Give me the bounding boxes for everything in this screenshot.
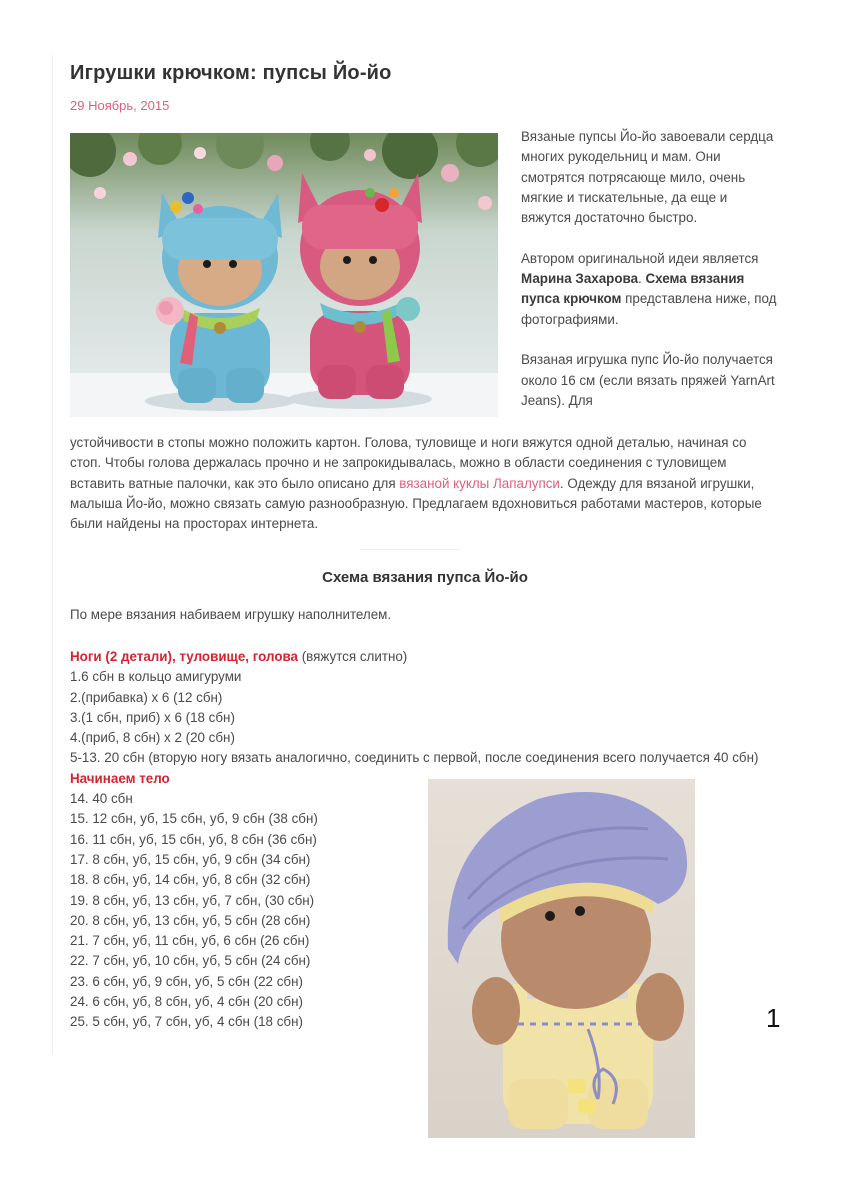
pattern-row: 3.(1 сбн, приб) х 6 (18 сбн) [70, 709, 235, 725]
article-title: Игрушки крючком: пупсы Йо-йо [70, 62, 392, 84]
pattern-row: 18. 8 сбн, уб, 14 сбн, уб, 8 сбн (32 сбн) [70, 872, 311, 888]
pattern-row: 21. 7 сбн, уб, 11 сбн, уб, 6 сбн (26 сбн) [70, 933, 310, 949]
pattern-row: 2.(прибавка) х 6 (12 сбн) [70, 689, 223, 705]
stuffing-note: По мере вязания набиваем игрушку наполнителем. [70, 607, 392, 622]
pattern-row: 19. 8 сбн, уб, 13 сбн, уб, 7 сбн, (30 сбн) [70, 892, 315, 908]
article-date: 29 Ноябрь, 2015 [70, 98, 170, 113]
photo-two-knitted-dolls [70, 133, 498, 417]
pattern-row: 16. 11 сбн, уб, 15 сбн, уб, 8 сбн (36 сбн) [70, 831, 317, 847]
legs-heading: Ноги (2 детали), туловище, голова [70, 649, 298, 664]
intro-paragraph-3: Вязаная игрушка пупс Йо-йо получается около 16 см (если вязать пряжей YarnArt Jeans). Для [521, 352, 775, 408]
author-name: Марина Захарова [521, 271, 639, 287]
pattern-row: 1.6 сбн в кольцо амигуруми [70, 669, 242, 685]
intro-text [521, 127, 779, 411]
photo-doll-with-beret [428, 779, 695, 1138]
lalalupsi-link[interactable]: вязаной куклы Лапалупси [399, 475, 560, 491]
left-divider [52, 55, 53, 1055]
body-heading: Начинаем тело [70, 770, 170, 786]
pattern-row: 4.(приб, 8 сбн) х 2 (20 сбн) [70, 730, 235, 746]
continued-paragraph: устойчивости в стопы можно положить картон. Голова, туловище и ноги вяжутся одной деталью, начиная со стоп. Чтобы голова держалась прочно и не запрокидывалась, можно в области соединения с туловищем вставить ватные палочки, как это было описано для вязаной куклы Лапалупси. Одежду для вязаной игрушки, малыша Йо-йо, можно связать самую разнообразную. Предлагаем вдохновиться работами мастеров, которые были найдены на просторах интернета. [70, 435, 762, 532]
pattern-row: 22. 7 сбн, уб, 10 сбн, уб, 5 сбн (24 сбн) [70, 953, 311, 969]
section-divider [360, 549, 460, 550]
legs-heading-line [70, 647, 782, 667]
legs-note: (вяжутся слитно) [298, 649, 408, 664]
intro-paragraph-1: Вязаные пупсы Йо-йо завоевали сердца многих рукодельниц и мам. Они смотрятся потрясающе мило, очень мягкие и тискательные, да еще и вяжутся достаточно быстро. [521, 129, 774, 226]
pattern-row: 20. 8 сбн, уб, 13 сбн, уб, 5 сбн (28 сбн) [70, 912, 311, 928]
pattern-row: 15. 12 сбн, уб, 15 сбн, уб, 9 сбн (38 сбн) [70, 811, 318, 827]
pattern-row: 25. 5 сбн, уб, 7 сбн, уб, 4 сбн (18 сбн) [70, 1014, 303, 1030]
pattern-row: 5-13. 20 сбн (вторую ногу вязать аналогично, соединить с первой, после соединения всего получается 40 сбн) [70, 750, 759, 766]
page-number: 1 [766, 1003, 781, 1033]
scheme-bold-text: Схема вязания пупса крючком [521, 271, 745, 307]
pattern-row: 23. 6 сбн, уб, 9 сбн, уб, 5 сбн (22 сбн) [70, 973, 303, 989]
scheme-heading: Схема вязания пупса Йо-йо [322, 569, 528, 586]
intro-paragraph-2: Автором оригинальной идеи является Марина Захарова. Схема вязания пупса крючком представлена ниже, под фотографиями. [521, 250, 777, 327]
pattern-row: 17. 8 сбн, уб, 15 сбн, уб, 9 сбн (34 сбн) [70, 851, 311, 867]
pattern-row: 14. 40 сбн [70, 791, 133, 807]
pattern-row: 24. 6 сбн, уб, 8 сбн, уб, 4 сбн (20 сбн) [70, 994, 303, 1010]
